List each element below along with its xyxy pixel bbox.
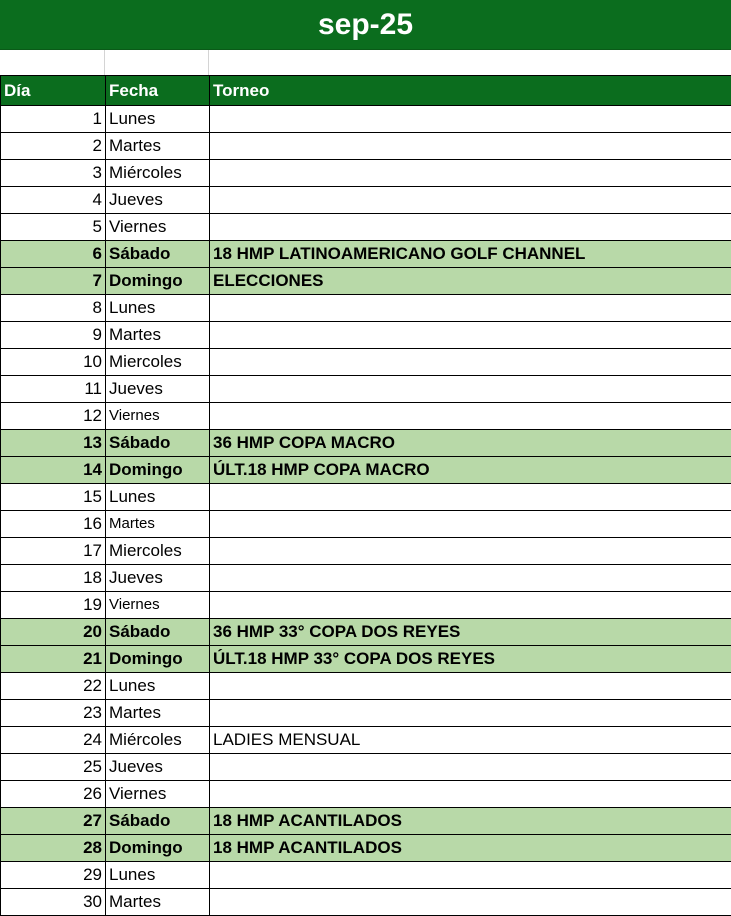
weekday-cell[interactable]: Domingo xyxy=(106,646,210,673)
weekday-cell[interactable]: Martes xyxy=(106,133,210,160)
schedule-table xyxy=(0,75,731,916)
tournament-cell[interactable] xyxy=(210,700,731,727)
day-cell[interactable]: 1 xyxy=(1,106,106,133)
tournament-cell[interactable] xyxy=(210,295,731,322)
day-cell[interactable]: 6 xyxy=(1,241,106,268)
weekday-cell[interactable]: Lunes xyxy=(106,673,210,700)
table-row xyxy=(1,619,731,646)
day-cell[interactable]: 10 xyxy=(1,349,106,376)
table-row xyxy=(1,133,731,160)
tournament-cell[interactable]: ELECCIONES xyxy=(210,268,731,295)
day-cell[interactable]: 28 xyxy=(1,835,106,862)
day-cell[interactable]: 12 xyxy=(1,403,106,430)
tournament-cell[interactable] xyxy=(210,538,731,565)
day-cell[interactable]: 19 xyxy=(1,592,106,619)
day-cell[interactable]: 2 xyxy=(1,133,106,160)
tournament-cell[interactable]: ÚLT.18 HMP 33° COPA DOS REYES xyxy=(210,646,731,673)
day-cell[interactable]: 25 xyxy=(1,754,106,781)
table-row xyxy=(1,727,731,754)
weekday-cell[interactable]: Viernes xyxy=(106,403,210,430)
tournament-cell[interactable] xyxy=(210,889,731,916)
tournament-cell[interactable] xyxy=(210,322,731,349)
weekday-cell[interactable]: Domingo xyxy=(106,268,210,295)
tournament-cell[interactable] xyxy=(210,781,731,808)
table-row xyxy=(1,106,731,133)
weekday-cell[interactable]: Jueves xyxy=(106,754,210,781)
tournament-cell[interactable] xyxy=(210,214,731,241)
month-title[interactable]: sep-25 xyxy=(0,0,731,50)
blank-cell[interactable] xyxy=(105,50,209,75)
weekday-cell[interactable]: Sábado xyxy=(106,619,210,646)
tournament-cell[interactable] xyxy=(210,511,731,538)
table-row xyxy=(1,835,731,862)
table-row xyxy=(1,349,731,376)
day-cell[interactable]: 3 xyxy=(1,160,106,187)
tournament-cell[interactable] xyxy=(210,133,731,160)
weekday-cell[interactable]: Viernes xyxy=(106,781,210,808)
header-torneo[interactable]: Torneo xyxy=(210,76,731,106)
header-dia[interactable]: Día xyxy=(1,76,106,106)
weekday-cell[interactable]: Sábado xyxy=(106,808,210,835)
day-cell[interactable]: 23 xyxy=(1,700,106,727)
table-row xyxy=(1,457,731,484)
weekday-cell[interactable]: Domingo xyxy=(106,457,210,484)
table-row xyxy=(1,295,731,322)
day-cell[interactable]: 26 xyxy=(1,781,106,808)
tournament-cell[interactable] xyxy=(210,106,731,133)
weekday-cell[interactable]: Sábado xyxy=(106,241,210,268)
tournament-cell[interactable] xyxy=(210,862,731,889)
table-row xyxy=(1,430,731,457)
blank-row xyxy=(0,50,731,75)
tournament-cell[interactable]: ÚLT.18 HMP COPA MACRO xyxy=(210,457,731,484)
day-cell[interactable]: 9 xyxy=(1,322,106,349)
table-row xyxy=(1,781,731,808)
weekday-cell[interactable]: Miércoles xyxy=(106,160,210,187)
tournament-cell[interactable] xyxy=(210,376,731,403)
table-row xyxy=(1,673,731,700)
blank-cell[interactable] xyxy=(209,50,731,75)
tournament-cell[interactable]: 36 HMP 33° COPA DOS REYES xyxy=(210,619,731,646)
weekday-cell[interactable]: Lunes xyxy=(106,106,210,133)
table-row xyxy=(1,376,731,403)
weekday-cell[interactable]: Viernes xyxy=(106,592,210,619)
tournament-cell[interactable] xyxy=(210,754,731,781)
header-fecha[interactable]: Fecha xyxy=(106,76,210,106)
day-cell[interactable]: 22 xyxy=(1,673,106,700)
table-row xyxy=(1,403,731,430)
table-row xyxy=(1,565,731,592)
weekday-cell[interactable]: Viernes xyxy=(106,214,210,241)
blank-cell[interactable] xyxy=(0,50,105,75)
day-cell[interactable]: 7 xyxy=(1,268,106,295)
weekday-cell[interactable]: Miercoles xyxy=(106,349,210,376)
day-cell[interactable]: 24 xyxy=(1,727,106,754)
tournament-cell[interactable] xyxy=(210,565,731,592)
tournament-cell[interactable]: 18 HMP ACANTILADOS xyxy=(210,808,731,835)
table-row xyxy=(1,187,731,214)
day-cell[interactable]: 8 xyxy=(1,295,106,322)
table-row xyxy=(1,268,731,295)
tournament-cell[interactable] xyxy=(210,592,731,619)
day-cell[interactable]: 4 xyxy=(1,187,106,214)
weekday-cell[interactable]: Martes xyxy=(106,322,210,349)
day-cell[interactable]: 16 xyxy=(1,511,106,538)
tournament-cell[interactable]: 18 HMP LATINOAMERICANO GOLF CHANNEL xyxy=(210,241,731,268)
table-row xyxy=(1,241,731,268)
table-row xyxy=(1,511,731,538)
day-cell[interactable]: 18 xyxy=(1,565,106,592)
weekday-cell[interactable]: Miercoles xyxy=(106,538,210,565)
weekday-cell[interactable]: Sábado xyxy=(106,430,210,457)
table-row xyxy=(1,160,731,187)
table-row xyxy=(1,592,731,619)
table-row xyxy=(1,484,731,511)
table-row xyxy=(1,754,731,781)
table-row xyxy=(1,322,731,349)
weekday-cell[interactable]: Martes xyxy=(106,700,210,727)
weekday-cell[interactable]: Martes xyxy=(106,511,210,538)
day-cell[interactable]: 14 xyxy=(1,457,106,484)
tournament-cell[interactable]: LADIES MENSUAL xyxy=(210,727,731,754)
weekday-cell[interactable]: Martes xyxy=(106,889,210,916)
day-cell[interactable]: 11 xyxy=(1,376,106,403)
weekday-cell[interactable]: Jueves xyxy=(106,565,210,592)
weekday-cell[interactable]: Domingo xyxy=(106,835,210,862)
day-cell[interactable]: 13 xyxy=(1,430,106,457)
table-row xyxy=(1,214,731,241)
table-row xyxy=(1,646,731,673)
tournament-cell[interactable] xyxy=(210,187,731,214)
tournament-cell[interactable] xyxy=(210,160,731,187)
tournament-cell[interactable] xyxy=(210,349,731,376)
weekday-cell[interactable]: Lunes xyxy=(106,862,210,889)
day-cell[interactable]: 15 xyxy=(1,484,106,511)
weekday-cell[interactable]: Jueves xyxy=(106,187,210,214)
tournament-cell[interactable] xyxy=(210,673,731,700)
tournament-cell[interactable] xyxy=(210,484,731,511)
day-cell[interactable]: 29 xyxy=(1,862,106,889)
day-cell[interactable]: 27 xyxy=(1,808,106,835)
tournament-cell[interactable] xyxy=(210,403,731,430)
day-cell[interactable]: 30 xyxy=(1,889,106,916)
day-cell[interactable]: 21 xyxy=(1,646,106,673)
table-row xyxy=(1,808,731,835)
weekday-cell[interactable]: Miércoles xyxy=(106,727,210,754)
table-row xyxy=(1,538,731,565)
table-row xyxy=(1,862,731,889)
weekday-cell[interactable]: Lunes xyxy=(106,295,210,322)
weekday-cell[interactable]: Jueves xyxy=(106,376,210,403)
table-row xyxy=(1,700,731,727)
day-cell[interactable]: 17 xyxy=(1,538,106,565)
table-row xyxy=(1,889,731,916)
day-cell[interactable]: 20 xyxy=(1,619,106,646)
tournament-cell[interactable]: 18 HMP ACANTILADOS xyxy=(210,835,731,862)
weekday-cell[interactable]: Lunes xyxy=(106,484,210,511)
tournament-cell[interactable]: 36 HMP COPA MACRO xyxy=(210,430,731,457)
day-cell[interactable]: 5 xyxy=(1,214,106,241)
header-row xyxy=(1,76,731,106)
